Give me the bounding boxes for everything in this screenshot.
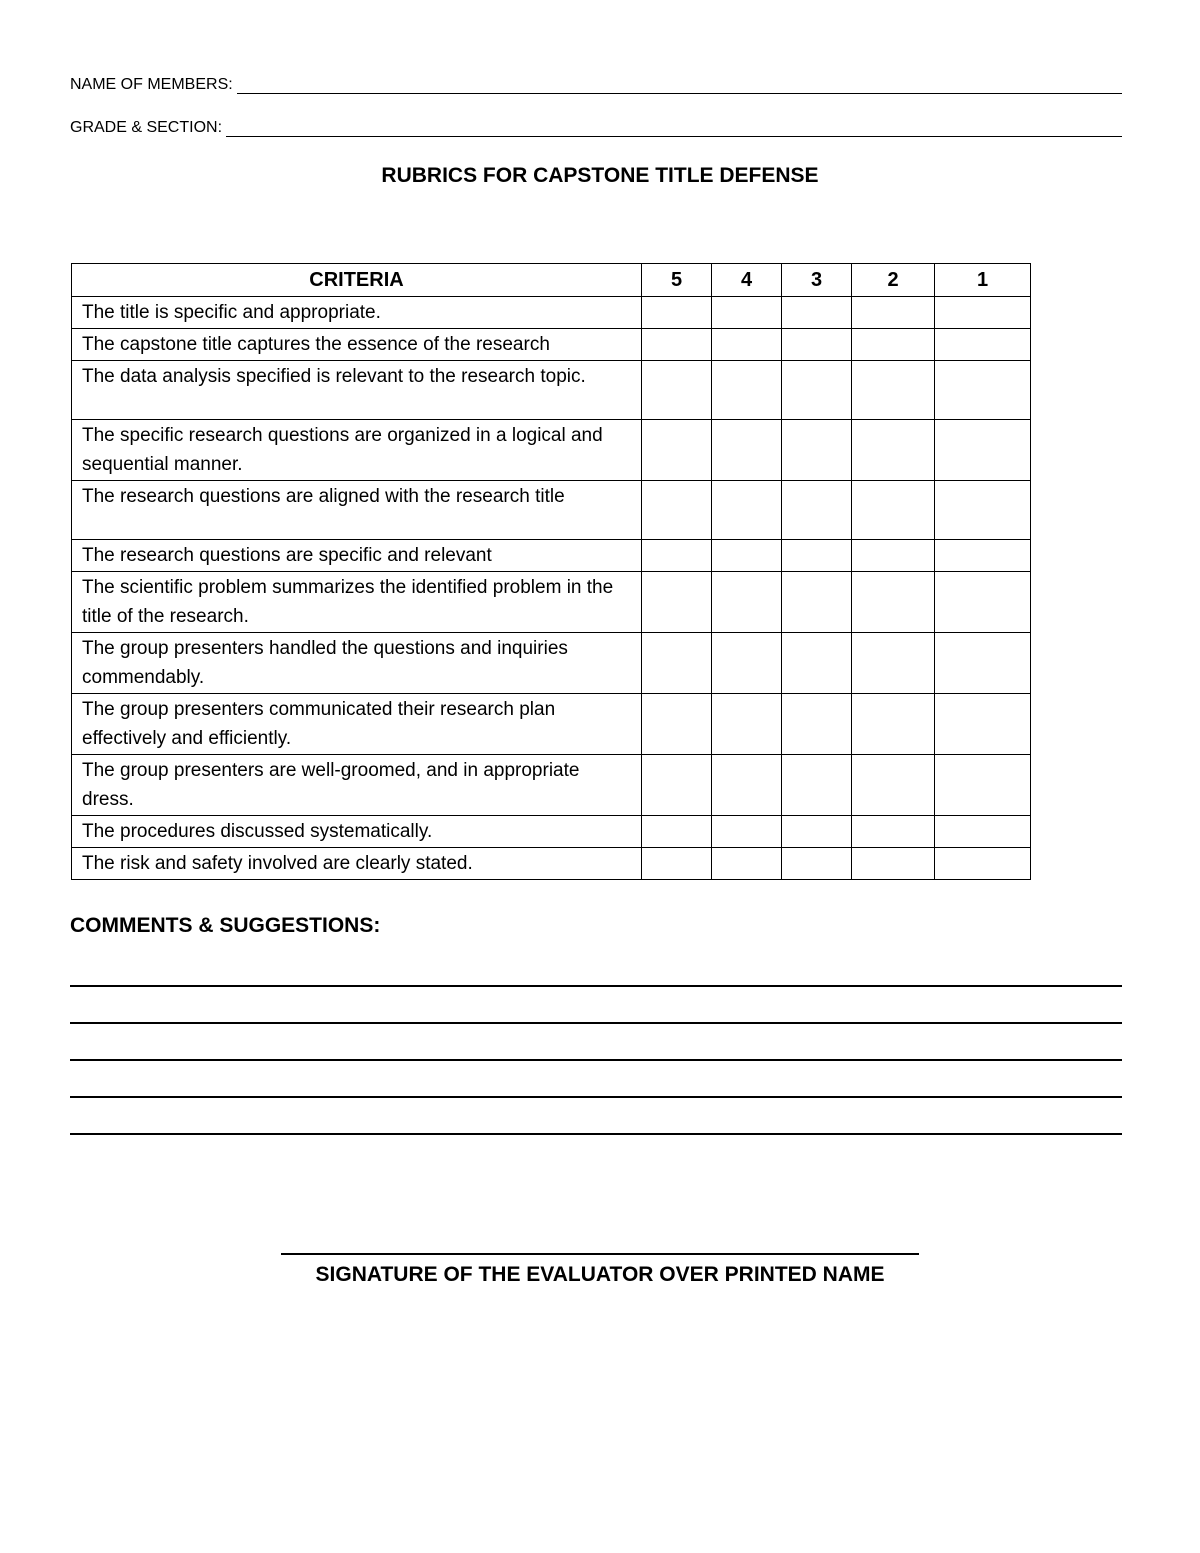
score-cell-5[interactable] xyxy=(642,420,712,481)
score-cell-2[interactable] xyxy=(852,755,935,816)
score-cell-3[interactable] xyxy=(782,572,852,633)
score-cell-4[interactable] xyxy=(712,297,782,329)
score-cell-3[interactable] xyxy=(782,694,852,755)
comment-line[interactable] xyxy=(70,985,1122,987)
score-cell-3[interactable] xyxy=(782,297,852,329)
score-cell-1[interactable] xyxy=(935,694,1031,755)
score-cell-2[interactable] xyxy=(852,481,935,540)
score-cell-3[interactable] xyxy=(782,633,852,694)
score-cell-4[interactable] xyxy=(712,361,782,420)
score-header-5: 5 xyxy=(642,264,712,297)
score-header-2: 2 xyxy=(852,264,935,297)
score-cell-3[interactable] xyxy=(782,755,852,816)
score-cell-1[interactable] xyxy=(935,361,1031,420)
grade-section-blank[interactable] xyxy=(226,122,1122,137)
comments-label: COMMENTS & SUGGESTIONS: xyxy=(70,914,381,937)
criteria-text: The group presenters handled the questions and inquiries commendably. xyxy=(72,633,642,694)
rubric-row xyxy=(72,420,1031,481)
criteria-text: The research questions are specific and relevant xyxy=(72,540,642,572)
score-cell-2[interactable] xyxy=(852,633,935,694)
score-cell-5[interactable] xyxy=(642,848,712,880)
signature-line[interactable] xyxy=(281,1253,919,1255)
score-cell-5[interactable] xyxy=(642,694,712,755)
score-cell-3[interactable] xyxy=(782,329,852,361)
comment-line[interactable] xyxy=(70,1096,1122,1098)
score-cell-1[interactable] xyxy=(935,633,1031,694)
score-header-1: 1 xyxy=(935,264,1031,297)
criteria-text: The data analysis specified is relevant to the research topic. xyxy=(72,361,642,420)
criteria-text: The research questions are aligned with the research title xyxy=(72,481,642,540)
grade-section-field xyxy=(70,119,1122,137)
criteria-header: CRITERIA xyxy=(72,264,642,297)
rubric-row xyxy=(72,329,1031,361)
rubric-row xyxy=(72,633,1031,694)
score-cell-3[interactable] xyxy=(782,540,852,572)
score-cell-4[interactable] xyxy=(712,848,782,880)
score-cell-2[interactable] xyxy=(852,848,935,880)
score-cell-5[interactable] xyxy=(642,481,712,540)
grade-section-label: GRADE & SECTION: xyxy=(70,119,223,136)
rubric-row xyxy=(72,848,1031,880)
score-cell-1[interactable] xyxy=(935,848,1031,880)
rubric-row xyxy=(72,540,1031,572)
criteria-text: The group presenters are well-groomed, and in appropriate dress. xyxy=(72,755,642,816)
score-cell-3[interactable] xyxy=(782,420,852,481)
score-cell-1[interactable] xyxy=(935,329,1031,361)
score-cell-1[interactable] xyxy=(935,816,1031,848)
score-cell-5[interactable] xyxy=(642,755,712,816)
score-cell-4[interactable] xyxy=(712,755,782,816)
score-cell-2[interactable] xyxy=(852,572,935,633)
score-cell-3[interactable] xyxy=(782,361,852,420)
score-cell-1[interactable] xyxy=(935,572,1031,633)
score-header-3: 3 xyxy=(782,264,852,297)
criteria-text: The group presenters communicated their research plan effectively and efficiently. xyxy=(72,694,642,755)
score-cell-2[interactable] xyxy=(852,297,935,329)
members-label: NAME OF MEMBERS: xyxy=(70,76,233,93)
score-cell-4[interactable] xyxy=(712,329,782,361)
rubric-row xyxy=(72,694,1031,755)
score-cell-3[interactable] xyxy=(782,848,852,880)
criteria-text: The procedures discussed systematically. xyxy=(72,816,642,848)
criteria-text: The specific research questions are organized in a logical and sequential manner. xyxy=(72,420,642,481)
score-cell-5[interactable] xyxy=(642,361,712,420)
score-cell-1[interactable] xyxy=(935,755,1031,816)
score-cell-5[interactable] xyxy=(642,540,712,572)
members-field xyxy=(70,76,1122,94)
score-cell-5[interactable] xyxy=(642,297,712,329)
score-cell-5[interactable] xyxy=(642,633,712,694)
score-header-4: 4 xyxy=(712,264,782,297)
comment-line[interactable] xyxy=(70,1022,1122,1024)
score-cell-2[interactable] xyxy=(852,694,935,755)
score-cell-3[interactable] xyxy=(782,816,852,848)
score-cell-5[interactable] xyxy=(642,329,712,361)
criteria-text: The capstone title captures the essence of the research xyxy=(72,329,642,361)
members-blank[interactable] xyxy=(237,79,1122,94)
score-cell-4[interactable] xyxy=(712,572,782,633)
score-cell-2[interactable] xyxy=(852,361,935,420)
rubric-row xyxy=(72,361,1031,420)
score-cell-1[interactable] xyxy=(935,481,1031,540)
score-cell-1[interactable] xyxy=(935,540,1031,572)
score-cell-2[interactable] xyxy=(852,540,935,572)
score-cell-2[interactable] xyxy=(852,816,935,848)
score-cell-1[interactable] xyxy=(935,420,1031,481)
score-cell-1[interactable] xyxy=(935,297,1031,329)
signature-label: SIGNATURE OF THE EVALUATOR OVER PRINTED NAME xyxy=(315,1263,885,1286)
rubric-table xyxy=(71,263,1031,880)
rubric-row xyxy=(72,481,1031,540)
comment-line[interactable] xyxy=(70,1059,1122,1061)
rubric-row xyxy=(72,755,1031,816)
score-cell-4[interactable] xyxy=(712,633,782,694)
score-cell-4[interactable] xyxy=(712,481,782,540)
criteria-text: The scientific problem summarizes the identified problem in the title of the research. xyxy=(72,572,642,633)
score-cell-5[interactable] xyxy=(642,572,712,633)
rubric-row xyxy=(72,297,1031,329)
rubric-row xyxy=(72,572,1031,633)
score-cell-4[interactable] xyxy=(712,420,782,481)
score-cell-4[interactable] xyxy=(712,694,782,755)
rubric-header-row xyxy=(72,264,1031,297)
score-cell-3[interactable] xyxy=(782,481,852,540)
rubric-row xyxy=(72,816,1031,848)
score-cell-2[interactable] xyxy=(852,329,935,361)
criteria-text: The title is specific and appropriate. xyxy=(72,297,642,329)
page-title: RUBRICS FOR CAPSTONE TITLE DEFENSE xyxy=(381,164,819,187)
score-cell-4[interactable] xyxy=(712,816,782,848)
score-cell-4[interactable] xyxy=(712,540,782,572)
criteria-text: The risk and safety involved are clearly stated. xyxy=(72,848,642,880)
comment-line[interactable] xyxy=(70,1133,1122,1135)
score-cell-2[interactable] xyxy=(852,420,935,481)
score-cell-5[interactable] xyxy=(642,816,712,848)
